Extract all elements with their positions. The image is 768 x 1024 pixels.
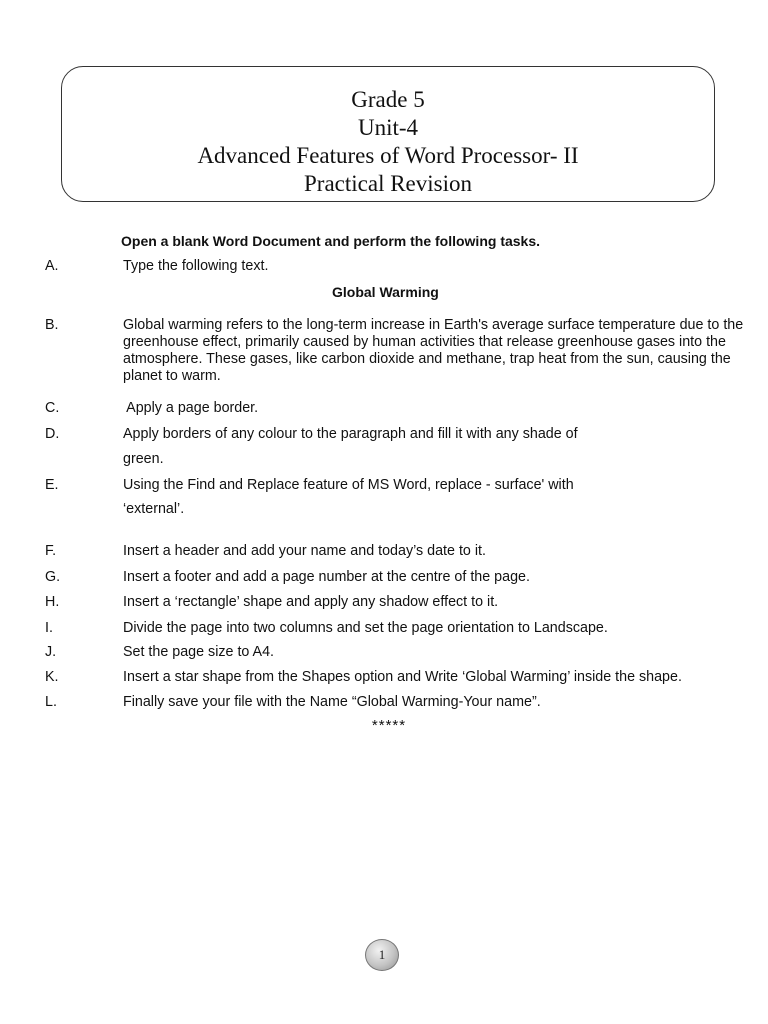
task-letter: F. — [45, 543, 57, 559]
task-letter: D. — [45, 426, 60, 442]
page-number-badge: 1 — [365, 939, 399, 971]
task-text-line2: ‘external’. — [123, 501, 185, 517]
instruction-text: Open a blank Word Document and perform the following tasks. — [121, 233, 541, 249]
unit-heading: Unit-4 — [357, 115, 419, 140]
task-text: Insert a star shape from the Shapes option and Write ‘Global Warming’ inside the shape. — [123, 669, 682, 685]
task-letter: A. — [45, 258, 59, 274]
task-text-line2: green. — [123, 451, 164, 467]
task-letter: I. — [45, 620, 53, 636]
task-text: Insert a footer and add a page number at the centre of the page. — [123, 569, 530, 585]
task-text-line1: Apply borders of any colour to the paragraph and fill it with any shade of — [123, 426, 578, 442]
task-letter: G. — [45, 569, 61, 585]
task-letter: K. — [45, 669, 59, 685]
document-title: Advanced Features of Word Processor- II — [197, 143, 579, 168]
task-letter: E. — [45, 477, 59, 493]
task-text-line1: Using the Find and Replace feature of MS Word, replace - surface' with — [123, 477, 574, 493]
grade-heading: Grade 5 — [351, 87, 425, 112]
task-letter: C. — [45, 400, 60, 416]
task-text: Insert a header and add your name and today’s date to it. — [123, 543, 486, 559]
task-letter: H. — [45, 594, 60, 610]
task-text: Insert a ‘rectangle’ shape and apply any shadow effect to it. — [123, 594, 499, 610]
task-letter: B. — [45, 317, 59, 333]
task-text: Divide the page into two columns and set the page orientation to Landscape. — [123, 620, 608, 636]
title-box — [61, 66, 715, 202]
end-marks: ***** — [371, 717, 407, 734]
task-text: Apply a page border. — [123, 400, 259, 416]
topic-title: Global Warming — [332, 284, 439, 300]
task-paragraph: Global warming refers to the long-term increase in Earth's average surface temperature due to the greenhouse effect, primarily caused by human activities that release greenhouse gases into the atmosphere. These gases, like carbon dioxide and methane, trap heat from the sun, causing the planet to warm. — [123, 317, 744, 384]
task-text: Set the page size to A4. — [123, 644, 275, 660]
task-text: Type the following text. — [123, 258, 269, 274]
task-letter: L. — [45, 694, 57, 710]
task-text: Finally save your file with the Name “Global Warming-Your name”. — [123, 694, 541, 710]
document-subtitle: Practical Revision — [304, 171, 472, 196]
task-letter: J. — [45, 644, 57, 660]
